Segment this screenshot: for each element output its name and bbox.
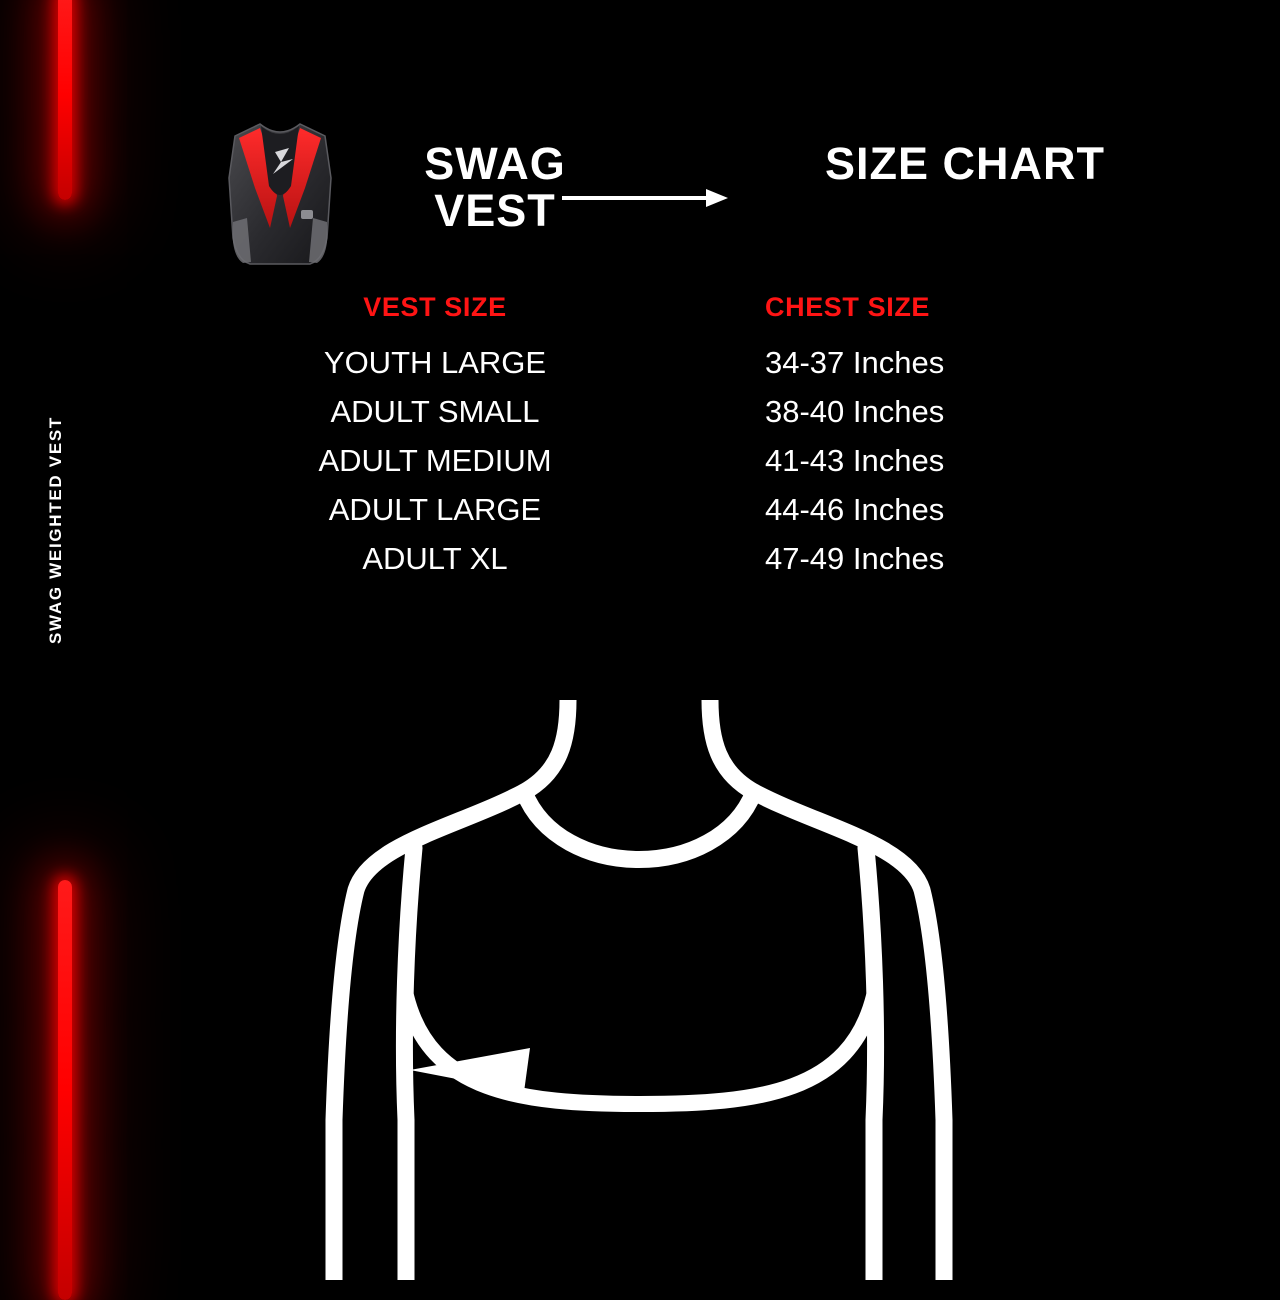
table-row — [200, 443, 1100, 479]
cell-chest-size: 47-49 Inches — [765, 541, 945, 576]
page-title-product: SWAG VEST — [424, 138, 566, 237]
cell-vest-size: ADULT XL — [362, 541, 508, 576]
cell-chest-size: 34-37 Inches — [765, 345, 945, 380]
cell-vest-size: ADULT MEDIUM — [318, 443, 552, 478]
table-row — [200, 345, 1100, 381]
size-chart-table — [200, 292, 1100, 590]
table-row — [200, 394, 1100, 430]
brand-side-label — [36, 380, 76, 680]
cell-vest-size: YOUTH LARGE — [323, 345, 547, 380]
neon-bar-bottom — [58, 880, 72, 1300]
neon-bar-top — [58, 0, 72, 200]
page-title-chart: SIZE CHART — [825, 138, 1105, 189]
right-arrow-icon — [560, 188, 730, 208]
brand-side-label-text: SWAG WEIGHTED VEST — [46, 415, 65, 645]
column-header-vest-size: VEST SIZE — [363, 292, 507, 322]
cell-vest-size: ADULT SMALL — [330, 394, 540, 429]
cell-vest-size: ADULT LARGE — [328, 492, 542, 527]
column-header-chest-size: CHEST SIZE — [765, 292, 931, 322]
torso-chest-measurement-diagram — [310, 700, 990, 1280]
table-header-row — [200, 292, 1100, 345]
cell-chest-size: 38-40 Inches — [765, 394, 945, 429]
table-row — [200, 541, 1100, 577]
cell-chest-size: 41-43 Inches — [765, 443, 945, 478]
table-row — [200, 492, 1100, 528]
header — [200, 110, 1105, 270]
cell-chest-size: 44-46 Inches — [765, 492, 945, 527]
swag-vest-product-image — [215, 118, 345, 273]
